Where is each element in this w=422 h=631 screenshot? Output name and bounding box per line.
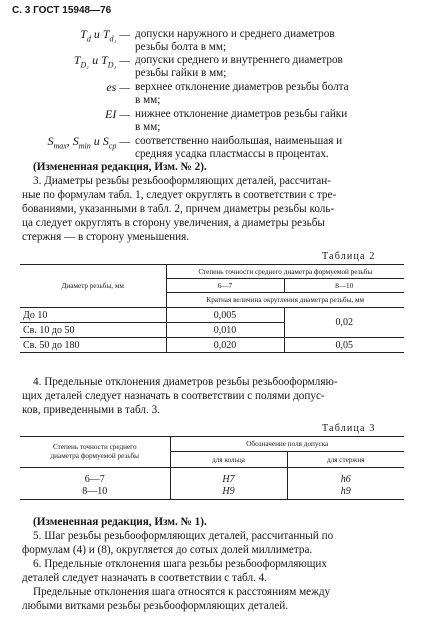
para3-line4: ца следует округлять в сторону увеличения, а диаметры резьбы	[22, 217, 325, 229]
para4-line1: 4. Предельные отклонения диаметров резьбы резьбооформляю-	[33, 376, 338, 388]
t3-header-accuracy-line2: диаметра формуемой резьбы	[50, 452, 139, 460]
desc-es-2: в мм;	[135, 94, 161, 106]
t3-row-ring: H9	[170, 485, 287, 499]
desc-s-2: средняя усадка пластмассы в процентах.	[135, 148, 329, 160]
para4-line2: щих деталей следует назначать в соответствии с полями допус-	[22, 390, 325, 402]
t3-row-ring: H7	[170, 468, 287, 486]
t3-header-field: Обозначение поля допуска	[170, 437, 404, 452]
desc-td-2: резьбы болта в мм;	[135, 41, 227, 53]
page-header: С. 3 ГОСТ 15948—76	[12, 5, 112, 16]
desc-tD-2: резьбы гайки в мм;	[135, 67, 227, 79]
para3-line3: бованиями, указанными в табл. 2, причем диаметры резьбы коль-	[22, 203, 335, 215]
t2-row-diameter: До 10	[20, 308, 166, 323]
t2-row-v1: 0,010	[166, 323, 284, 338]
para6-line1: 6. Предельные отклонения шага резьбы резьбооформляющих	[33, 558, 327, 570]
desc-tD-1: допуски среднего и внутреннего диаметров	[135, 54, 343, 66]
t2-header-multiple: Кратная величина округления диаметра резьбы, мм	[166, 293, 404, 308]
symbol-s: $S_{max}$, $S_{min}$ и $S_{cp}$ —	[47, 134, 130, 151]
para3-line2: ные по формулам табл. 1, следует округлять в соответствии с тре-	[22, 189, 337, 201]
t3-header-accuracy	[20, 437, 170, 468]
para6-line3: Предельные отклонения шага относятся к расстояниям между	[33, 586, 331, 598]
para3-line5: стержня — в сторону уменьшения.	[22, 231, 190, 243]
symbol-ei: EI —	[105, 107, 130, 121]
t3-row-rod: h9	[287, 485, 404, 499]
edit-note-1: (Измененная редакция, Изм. № 1).	[33, 516, 207, 528]
desc-ei-2: в мм;	[135, 121, 161, 133]
para3-line1: 3. Диаметры резьбы резьбооформляющих деталей, рассчитан-	[33, 175, 331, 187]
t2-header-accuracy: Степень точности среднего диаметра формуемой резьбы	[166, 265, 404, 279]
t3-row-rod: h6	[340, 474, 351, 485]
para5-line2: формулам (4) и (8), округляется до сотых долей миллиметра.	[22, 544, 313, 556]
t2-row-v1: 0,020	[166, 338, 284, 353]
t3-header-accuracy-line1: Степень точности среднего	[52, 443, 137, 451]
symbol-tD: $T_{D_1}$ и $T_{D_1}$ —	[73, 53, 130, 70]
t3-header-rod: для стержня	[287, 452, 404, 468]
t3-header-ring: для кольца	[170, 452, 287, 468]
table3	[20, 436, 404, 500]
desc-es-1: верхнее отклонение диаметров резьбы болта	[135, 81, 349, 93]
t3-row-accuracy: 6—7	[20, 468, 170, 486]
desc-s-1: соответственно наибольшая, наименьшая и	[135, 135, 343, 147]
t2-row-diameter: Св. 50 до 180	[20, 338, 166, 353]
t3-row-accuracy: 8—10	[20, 485, 170, 499]
t2-header-g1: 6—7	[166, 279, 284, 293]
table2-caption: Таблица 2	[322, 251, 376, 262]
desc-td-1: допуски наружного и среднего диаметров	[135, 28, 335, 40]
table2	[20, 264, 404, 353]
t2-row-v2-merged: 0,02	[284, 308, 404, 338]
t2-header-g2: 8—10	[284, 279, 404, 293]
t2-row-v2: 0,05	[284, 338, 404, 353]
desc-ei-1: нижнее отклонение диаметров резьбы гайки	[135, 108, 348, 120]
edit-note-2: (Измененная редакция, Изм. № 2).	[33, 161, 207, 173]
symbol-es: es —	[106, 80, 130, 94]
para6-line4: любыми витками резьбы резьбооформляющих деталей.	[22, 600, 289, 612]
table3-caption: Таблица 3	[322, 423, 376, 434]
t2-row-v1: 0,005	[166, 308, 284, 323]
t2-row-diameter: Св. 10 до 50	[20, 323, 166, 338]
para6-line2: деталей следует назначать в соответствии с табл. 4.	[22, 572, 268, 584]
para4-line3: ков, приведенными в табл. 3.	[22, 404, 161, 416]
t2-header-diameter: Диаметр резьбы, мм	[20, 265, 166, 308]
symbol-td: $T_d$ и $T_{d_1}$ —	[80, 27, 130, 44]
para5-line1: 5. Шаг резьбы резьбооформляющих деталей, рассчитанный по	[33, 530, 334, 542]
